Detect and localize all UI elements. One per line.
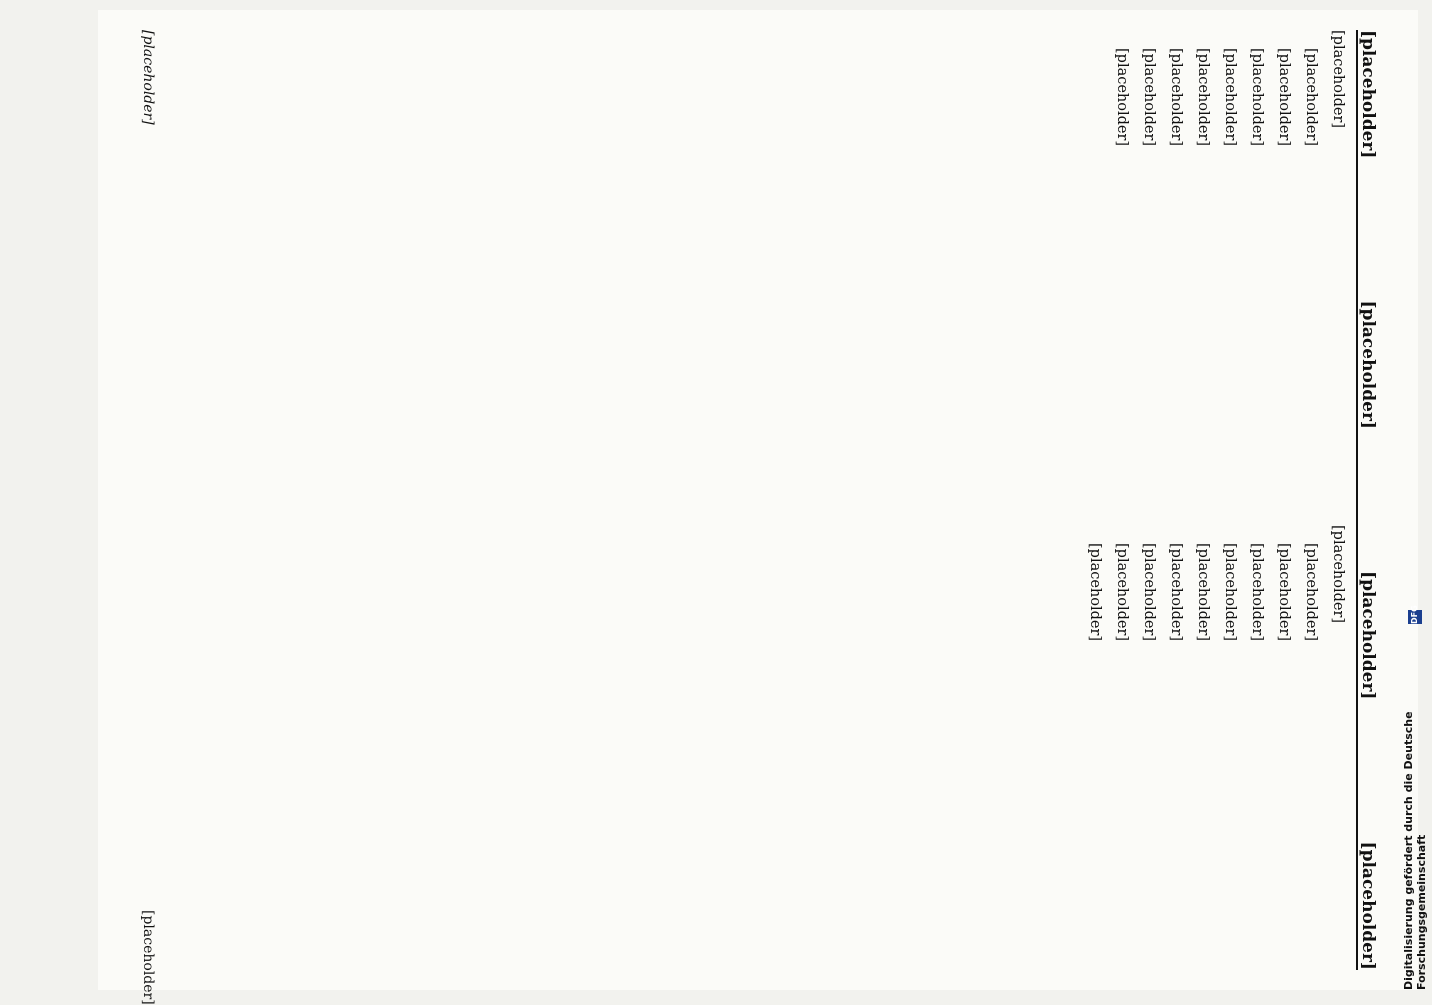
header-left: [placeholder] [1358,30,1378,159]
paragraph: [placeholder] [1303,48,1319,147]
paragraph: [placeholder] [1087,543,1103,642]
paragraph: [placeholder] [1330,30,1346,129]
paragraph: [placeholder] [1276,48,1292,147]
left-column [168,30,1348,475]
dfg-logo-icon: DFG [1408,610,1422,624]
dfg-side-label [1402,605,1428,990]
header-title: [placeholder] [1358,571,1378,700]
paragraph: [placeholder] [1114,543,1130,642]
paragraph: [placeholder] [1114,48,1130,147]
paragraph: [placeholder] [1303,543,1319,642]
paragraph: [placeholder] [1222,543,1238,642]
rotated-document-page [98,10,1418,1005]
paragraph: [placeholder] [1141,543,1157,642]
paragraph: [placeholder] [1276,543,1292,642]
paragraph: [placeholder] [1249,48,1265,147]
page-header [1356,30,1398,970]
page-footer: [placeholder] [140,30,156,125]
paragraph: [placeholder] [1168,543,1184,642]
right-column [168,525,1348,970]
header-center: [placeholder] [1358,300,1378,429]
paragraph: [placeholder] [1168,48,1184,147]
paragraph: [placeholder] [1222,48,1238,147]
paragraph: [placeholder] [1195,543,1211,642]
paragraph: [placeholder] [1249,543,1265,642]
paragraph: [placeholder] [1330,525,1346,624]
paragraph: [placeholder] [1195,48,1211,147]
page-number: [placeholder] [1358,841,1378,970]
dfg-label-text: Digitalisierung gefördert durch die Deutsche Forschungsgemeinschaft [1402,711,1428,990]
paragraph: [placeholder] [1141,48,1157,147]
signature-mark: [placeholder] [140,910,156,1005]
